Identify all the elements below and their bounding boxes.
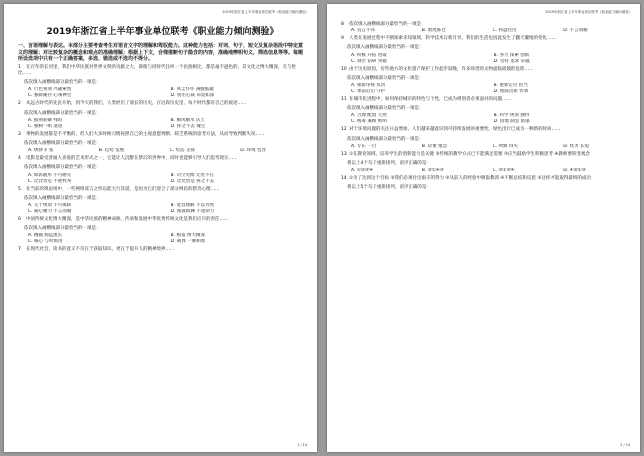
answer-option: A. 行色匆匆 兴趣索然: [28, 87, 72, 93]
question-number: 4: [18, 156, 21, 162]
option-list: [28, 148, 307, 154]
question-item: [18, 217, 307, 223]
question-prompt: 依次填入画横线部分最恰当的一项是：: [24, 195, 101, 201]
answer-option: C. 独辟蹊径 心领神会: [28, 93, 72, 99]
page-header: 2019年浙江省上半年事业单位联考《职业能力倾向测验》: [545, 10, 632, 14]
answer-option: D. 环境 包容: [240, 148, 267, 154]
page-number: 1 / 14: [297, 443, 307, 447]
question-prompt: 依次填入画横线部分最恰当的一项是：: [24, 165, 101, 171]
answer-option: D. ④②①③: [563, 168, 586, 174]
question-item: [18, 247, 307, 253]
answer-option: B. 司空见惯 无处不在: [170, 172, 214, 178]
answer-option: D. 推陈出新 传承: [493, 89, 529, 95]
page-content: [18, 20, 307, 254]
answer-option: A. 如影随形 不可磨灭: [28, 172, 72, 178]
answer-option: C. 核心 与时俱进: [28, 239, 63, 245]
question-prompt: 依次填入画横线部分最恰当的一项是：: [347, 136, 424, 142]
question-text: 在当前的舆论场中，一些网络谣言之所以能大行其道，是因为它们迎合了部分网民的猎奇心理……: [26, 186, 220, 192]
question-prompt: 将以上5个句子重新排列，语序正确的是：: [347, 185, 431, 191]
question-number: 1: [18, 64, 21, 70]
question-text: 电影是最受普通人喜爱的艺术形式之一，它能让人沉醉在梦幻的世界中，同时也能够引导人们思考现实……: [26, 156, 238, 162]
document-page-1: [4, 4, 317, 452]
question-number: 14: [341, 176, 347, 182]
answer-option: C. 独树一帜 遗迹: [28, 123, 63, 129]
question-prompt: 依次填入画横线部分最恰当的一项是：: [347, 75, 424, 81]
option-list: [28, 87, 307, 99]
answer-option: B. 暗度陈仓: [421, 28, 446, 34]
answer-option: D. 因地 制宜 浓郁: [493, 119, 530, 125]
answer-option: C. 和盘托出: [492, 28, 517, 34]
document-page-2: [327, 4, 640, 452]
answer-option: D. 比比皆是 挥之不去: [170, 178, 215, 184]
answer-option: C. 利弊 得失: [492, 143, 518, 149]
question-number: 10: [341, 66, 347, 72]
question-text: 人类在发展过程中不断探索未知领域，科学技术日新月异，我们的生活也因此发生了翻天覆地的变化……: [349, 36, 556, 42]
question-number: 6: [18, 217, 21, 223]
option-list: [28, 173, 307, 185]
answer-option: B. 根基 博大精深: [170, 233, 205, 239]
question-text: 在现代社会，读书的意义不仅在于获取知识，更在于提升人的精神境界……: [26, 247, 175, 253]
answer-option: C. 承前启后 守护: [351, 89, 386, 95]
answer-option: D. 推波助澜 不遗余力: [170, 209, 215, 215]
question-number: 9: [341, 36, 344, 42]
question-text: 在城市化进程中，如何保持城市的特色与个性，已成为规划者必须面对的问题……: [349, 97, 511, 103]
question-text: 在百年的长河里，我们中华民族对世界文明的贡献之大，即使与同时代任何一个民族相比，都是毫不逊色的，其文化之博大精深，无与伦比……: [18, 64, 296, 76]
answer-option: A. 专长 一目: [351, 143, 377, 149]
answer-option: A. 重新审视 负责: [351, 83, 386, 89]
answer-option: A. 披荆斩棘 残垣: [28, 117, 63, 123]
answer-option: B. ②①④③: [421, 168, 444, 174]
option-list: [351, 53, 630, 65]
question-number: 3: [18, 131, 21, 137]
question-prompt: 依次填入画横线部分最恰当的一项是：: [347, 45, 424, 51]
question-text: 由于历史原因，有些地方的文化遗产保护工作起步较晚，许多珍贵的文物面临损毁的危险……: [349, 66, 534, 72]
question-item: [341, 176, 630, 182]
question-number: 7: [18, 247, 21, 253]
answer-option: D. 坚持 追求 卓越: [493, 58, 530, 64]
option-list: [351, 168, 630, 174]
question-number: 13: [341, 151, 347, 157]
document-title: 2019年浙江省上半年事业单位联考《职业能力倾向测验》: [46, 27, 279, 37]
question-text: 事物的发展都是不平衡的，但人们大多时候习惯按照自己的主观意愿判断，缺乏系统的思考方法，从而导致判断失误……: [26, 131, 265, 137]
question-prompt: 将以上4个句子重新排列，语序正确的是：: [347, 161, 431, 167]
answer-option: A. 积极 开拓 进取: [351, 52, 387, 58]
option-list: [351, 144, 630, 150]
answer-option: D. 优劣 长短: [563, 143, 590, 149]
answer-option: C. ③①②④: [492, 168, 515, 174]
answer-option: D. 不言而喻: [563, 28, 588, 34]
answer-option: C. 凝心聚力 不言而喻: [28, 209, 72, 215]
answer-option: A. 规律 扩张: [28, 148, 54, 154]
page-header: 2019年浙江省上半年事业单位联考《职业能力倾向测验》: [222, 10, 309, 14]
answer-option: D. 挥之不去 瑰宝: [170, 123, 206, 129]
answer-option: B. 轻重 缓急: [421, 143, 448, 149]
question-number: 2: [18, 101, 21, 107]
section-heading: 一、言语理解与表达。本部分主要考查考生对语言文字的理解和驾驭能力。这种能力包括：对词、句子、短文及复杂语段中特定意义的理解；对比较复杂的概念和观点的准确理解；根据上下文，合理推断句子隐含的内容，准确地辨明句义，筛选信息等等。每题所设选项中只有一个正确答案，多选、错选或不选均不得分。: [18, 43, 304, 63]
question-item: [18, 101, 307, 107]
question-text: 对于环境问题的关注日益增加，人们越来越意识到可持续发展的重要性，绿色出行已成为一种新的时尚……: [349, 127, 561, 133]
option-list: [351, 83, 630, 95]
answer-option: B. 趋势 发展: [98, 148, 125, 154]
question-list-left: [18, 65, 307, 254]
option-list: [28, 203, 307, 215]
question-item: [341, 67, 630, 73]
answer-option: A. ①②③④: [351, 168, 373, 174]
answer-option: A. 合理 配置 天然: [351, 113, 387, 119]
question-item: [18, 132, 307, 138]
answer-option: A. 精髓 源远流长: [28, 233, 63, 239]
answer-option: C. 比比皆是 不胜枚举: [28, 178, 72, 184]
page-content: [341, 20, 630, 193]
question-text: ①为了达到这个目标 ②我们必须付出艰辛的努力 ③从前人的经验中吸取教训 ④不断总结和反思 ⑤这样才能取得最终的成功: [349, 176, 591, 182]
question-item: [18, 156, 307, 162]
question-text: 依次填入画横线部分最恰当的一项是：: [349, 22, 426, 27]
option-list: [351, 28, 630, 34]
question-prompt: 依次填入画横线部分最恰当的一项是：: [24, 226, 101, 232]
option-list: [351, 113, 630, 125]
answer-option: A. 交于规划 不可或缺: [28, 203, 72, 209]
question-prompt: 依次填入画横线部分最恰当的一项是：: [24, 141, 101, 146]
question-number: 5: [18, 186, 21, 192]
question-number: 8: [341, 22, 344, 27]
answer-option: B. 宽容理解 不以为然: [170, 203, 214, 209]
option-list: [28, 233, 307, 245]
answer-option: B. 风尘仆仆 满腹狐疑: [170, 87, 214, 93]
question-text: ①在教育领域，培养学生的创新能力是关键 ②传统的教学方式已不能满足需要 ③应当鼓励学生积极思考 ④教师要转变观念: [349, 151, 590, 157]
question-item: [341, 152, 630, 158]
question-item: [341, 36, 630, 42]
page-number: 2 / 14: [620, 443, 630, 447]
answer-option: D. 别出心裁 讳莫如深: [170, 93, 215, 99]
question-text: 从远古时代的先民开始，到今天的我们，人类经历了漫长的历史，在这段历史里，每个时代都有自己的痕迹……: [26, 101, 247, 107]
question-item: [341, 97, 630, 103]
answer-option: B. 科学 规划 独特: [493, 113, 530, 119]
question-item: [18, 187, 307, 193]
question-number: 12: [341, 127, 347, 133]
question-number: 11: [341, 97, 347, 103]
answer-option: C. 统筹 兼顾 鲜明: [351, 119, 387, 125]
question-item: [341, 127, 630, 133]
question-prompt: 依次填入画横线部分最恰当的一项是：: [347, 106, 424, 112]
answer-option: C. 势态 支撑: [169, 148, 195, 154]
answer-option: D. 载体 一脉相承: [170, 239, 206, 245]
option-list: [28, 118, 307, 130]
question-prompt: 依次填入画横线部分最恰当的一项是：: [24, 80, 101, 86]
answer-option: C. 刻苦 钻研 突破: [351, 58, 387, 64]
answer-option: B. 重新定位 担当: [493, 83, 528, 89]
answer-option: A. 直言不讳: [351, 28, 375, 34]
question-item: [18, 65, 307, 77]
question-list-right: [341, 22, 630, 192]
question-prompt: 依次填入画横线部分最恰当的一项是：: [24, 110, 101, 116]
answer-option: B. 顺风顺水 沃土: [170, 117, 205, 123]
question-text: 中国传统文化博大精深，是中华民族的精神命脉，传承和发展中华优秀传统文化是我们应尽的责任……: [26, 217, 229, 223]
answer-option: B. 努力 探索 创新: [493, 52, 530, 58]
